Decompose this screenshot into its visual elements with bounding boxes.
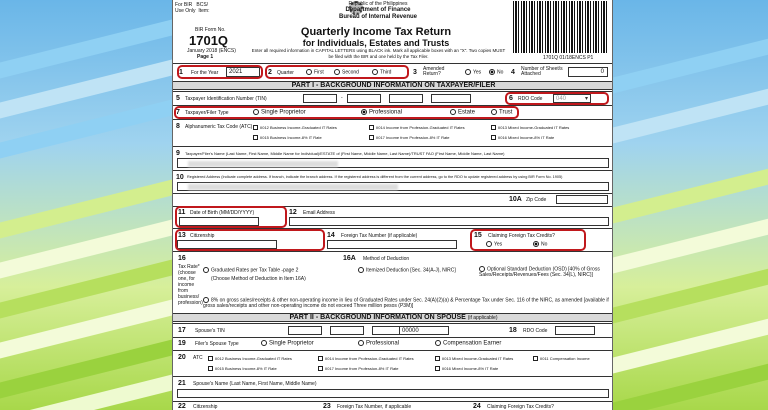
radio-icon [465,69,471,75]
filer-estate-label: Estate [458,109,476,116]
radio-icon [203,267,209,273]
checkbox-icon [318,356,323,361]
radio-icon [479,266,485,272]
item-number: 23 [323,403,331,410]
atc-option-1[interactable] [253,125,337,130]
radio-icon [358,267,364,273]
spouse-compensation-radio[interactable] [435,340,501,347]
department-text: Department of Finance [345,7,411,13]
spouse-atc-option-1[interactable] [208,356,292,361]
atc-option-label: II014 Income from Profession-Graduated IT Rates [376,125,465,130]
rate-8-percent-label: 8% on gross sales/receipts & other non-operating income in lieu of Graduated Rates under Sec. 24(A)(2)(a) & Percentage Tax under Sec. 116 of the NIRC, as amended [available if gross sales/receipts and other non-operating income do not exceed Three million pesos (P3M)] [203,297,609,310]
spouse-atc-option-7[interactable] [435,366,498,371]
email-field[interactable] [289,217,609,226]
filer-professional-label: Professional [369,109,403,116]
deduction-itemized-radio[interactable] [358,267,456,273]
tin-label: Taxpayer Identification Number (TIN) [185,96,267,102]
tin-field-1[interactable] [303,94,337,103]
foreign-tax-number-field[interactable] [327,240,457,249]
item-number: 12 [289,209,297,216]
tin-field-3[interactable] [389,94,423,103]
spouse-name-row [173,376,613,400]
deduction-itemized-label: Itemized Deduction [Sec. 34(A-J), NIRC] [366,267,456,274]
spouse-tin-label: Spouse's TIN [195,328,225,334]
item-number: 6 [509,95,513,102]
spouse-type-row [173,337,613,349]
spouse-atc-option-3[interactable] [435,356,513,361]
item-number: 20 [178,354,186,361]
quarter-first-label: First [314,69,324,76]
filer-type-label: Taxpayer/Filer Type [185,110,229,116]
tin-field-4[interactable] [431,94,471,103]
background-decoration-right [593,0,768,410]
radio-icon [358,340,364,346]
checkbox-icon [435,366,440,371]
highlight-year [177,65,263,79]
highlight-citizenship [175,229,325,251]
redacted-name [188,161,338,167]
checkbox-icon [435,356,440,361]
atc-label: Alphanumeric Tax Code (ATC) [185,124,253,130]
checkbox-icon [253,135,258,140]
spouse-atc-option-label: II017 Income from Profession-8% IT Rate [325,366,399,371]
deduction-label: Method of Deduction [363,256,410,262]
item-number: 22 [178,403,186,410]
amended-no-label: No [497,69,504,76]
spouse-atc-option-2[interactable] [318,356,414,361]
radio-icon [435,340,441,346]
amended-no-radio[interactable] [489,69,503,75]
spouse-type-label: Filer's Spouse Type [195,341,239,347]
address-row [173,170,613,192]
item-number: 10A [509,196,522,203]
sheets-field[interactable]: 0 [568,67,608,77]
spouse-tin-field-4[interactable]: 00000 [399,326,449,335]
checkbox-icon [208,356,213,361]
spouse-atc-option-label: II012 Business Income-Graduated IT Rates [215,356,292,361]
spouse-professional-radio[interactable] [358,340,399,347]
spouse-atc-option-label: II011 Compensation Income [540,356,590,361]
checkbox-icon [491,135,496,140]
atc-option-5[interactable] [369,135,450,140]
spouse-atc-option-label: II016 Mixed Income-8% IT Rate [442,366,499,371]
item-number: 5 [176,95,180,102]
form-no-label: BIR Form No. [195,27,226,33]
bir-use-only: For BIR BCS/ Use Only Item: [175,2,210,14]
item-number: 15 [474,232,482,239]
item-number: 21 [178,380,186,387]
deduction-osd-label: Optional Standard Deduction (OSD) [40% of Gross Sales/Receipts/Revenues/Fees (Sec. 34(L), NIRC)] [479,266,600,279]
atc-option-label: II016 Mixed Income-8% IT Rate [498,135,555,140]
item-number: 7 [176,109,180,116]
tax-rate-row [173,251,613,313]
zip-field[interactable] [556,195,608,204]
filer-name-field[interactable] [177,158,609,168]
spouse-tin-field-1[interactable] [288,326,322,335]
dob-label: Date of Birth (MM/DD/YYYY) [190,210,255,216]
radio-icon [261,340,267,346]
spouse-professional-label: Professional [366,340,400,347]
part2-heading-text: PART II - BACKGROUND INFORMATION ON SPOUSE [289,314,466,321]
rate-graduated-radio[interactable] [203,267,298,273]
spouse-foreign-tax-label: Foreign Tax Number, if applicable [337,404,412,410]
foreign-credit-no-label: No [541,241,548,248]
barcode-caption: 1701Q 01/18ENCS P1 [543,55,594,61]
atc-option-label: II015 Business Income-8% IT Rate [260,135,322,140]
rate-graduated-note: (Choose Method of Deduction in Item 16A) [211,276,306,282]
item-number: 16 [178,255,186,262]
filer-single-label: Single Proprietor [261,109,306,116]
atc-option-label: II017 Income from Profession-8% IT Rate [376,135,450,140]
spouse-name-field[interactable] [177,389,609,398]
tin-dash: - [341,95,343,101]
filer-trust-label: Trust [499,109,513,116]
item-number: 18 [509,327,517,334]
address-label: Registered Address (Indicate complete address. If branch, indicate the branch address. If the registered address is different from the current address, go to the RDO to update registered address by using BIR Form No. 1905) [187,175,563,179]
form-title [276,26,476,48]
amended-label: Amended Return? [423,66,445,77]
spouse-atc-option-label: II013 Mixed Income-Graduated IT Rates [442,356,514,361]
rate-8-percent-radio[interactable] [203,297,609,309]
name-label: Taxpayer/Filer's Name (Last Name, First Name, Middle Name for Individual)/ESTATE of (First Name, Middle Name, Last Name)/TRUST FAO (First Name, Middle Name, Last Name) [185,151,505,156]
checkbox-icon [533,356,538,361]
atc-option-2[interactable] [369,125,465,130]
checkbox-icon [369,125,374,130]
checkbox-icon [253,125,258,130]
foreign-credit-label: Claiming Foreign Tax Credits? [488,233,555,239]
address-field[interactable] [177,182,609,191]
name-row [173,146,613,169]
item-number: 9 [176,150,180,157]
background-decoration-left [0,0,175,410]
sheets-label: Number of Sheet/s Attached [521,66,563,77]
bureau-text: Bureau of Internal Revenue [338,14,418,20]
spouse-citizenship-label: Citizenship [193,404,218,410]
form-title-line1: Quarterly Income Tax Return [300,26,452,38]
item-number: 16A [343,255,356,262]
checkbox-icon [491,125,496,130]
chevron-down-icon: ▾ [584,96,588,102]
email-label: Email Address [303,210,335,216]
spouse-rdo-field[interactable] [555,326,595,335]
spouse-atc-option-label: II015 Business Income-8% IT Rate [215,366,277,371]
item-number: 2 [268,69,272,76]
rdo-value: 040 [556,96,567,102]
checkbox-icon [208,366,213,371]
rdo-label: RDO Code [518,96,543,102]
redacted-address [188,184,398,190]
spouse-citizenship-row [173,401,613,410]
part2-heading [173,313,613,322]
highlight-rdo [505,92,609,105]
amended-yes-label: Yes [473,69,482,76]
spouse-rdo-label: RDO Code [523,328,548,334]
spouse-single-label: Single Proprietor [269,340,314,347]
checkbox-icon [369,135,374,140]
item-number: 13 [178,232,186,239]
form-page: Page 1 [197,54,214,60]
quarter-third-label: Third [380,69,392,76]
radio-icon [203,297,209,303]
spouse-tin-row [173,323,613,336]
form-title-line2: for Individuals, Estates and Trusts [302,38,450,48]
item-number: 1 [179,69,183,76]
atc-option-label: II012 Business Income-Graduated IT Rates [260,125,337,130]
quarter-label: Quarter [277,70,294,76]
deduction-osd-radio[interactable] [479,266,612,278]
form-date: January 2018 (ENCS) [187,48,236,54]
spouse-atc-option-4[interactable] [533,356,590,361]
year-field[interactable]: 2021 [226,67,260,77]
quarter-second-label: Second [342,69,359,76]
atc-option-label: II013 Mixed Income-Graduated IT Rates [498,125,570,130]
foreign-credit-yes-label: Yes [494,241,503,248]
atc-row [173,119,613,145]
highlight-quarter [265,65,409,79]
year-label: For the Year [191,70,219,76]
form-no: 1701Q [189,33,229,48]
item-number: 3 [413,69,417,76]
item-number: 4 [511,69,515,76]
item-number: 8 [176,123,180,130]
part1-heading: PART I - BACKGROUND INFORMATION ON TAXPAYER/FILER [173,81,613,90]
item-number: 11 [178,209,186,216]
barcode-icon [513,1,609,53]
spouse-atc-row [173,350,613,375]
highlight-dob [175,206,287,228]
rate-graduated-label: Graduated Rates per Tax Table -page 2 [211,267,299,274]
spouse-tin-field-2[interactable] [330,326,364,335]
radio-selected-icon [489,69,495,75]
bir-form-1701q [172,0,613,410]
spouse-atc-label: ATC [193,355,203,361]
spouse-atc-option-6[interactable] [318,366,399,371]
atc-option-6[interactable] [491,135,554,140]
highlight-foreign-credit [470,229,586,251]
spouse-foreign-credit-label: Claiming Foreign Tax Credits? [487,404,554,410]
item-number: 10 [176,174,184,181]
item-number: 17 [178,327,186,334]
spouse-single-radio[interactable] [261,340,314,347]
spouse-atc-option-5[interactable] [208,366,277,371]
form-instructions: Enter all required information in CAPITAL LETTERS using BLACK ink. Mark all applicable boxes with an "X". Two copies MUST be filed with the BIR and one held by the Tax Filer. [251,48,506,59]
zip-row [173,193,613,205]
spouse-compensation-label: Compensation Earner [443,340,502,347]
checkbox-icon [318,366,323,371]
foreign-tax-number-label: Foreign Tax Number (if applicable) [341,233,418,239]
atc-option-3[interactable] [491,125,569,130]
spouse-name-label: Spouse's Name (Last Name, First Name, Middle Name) [193,381,317,387]
zip-label: Zip Code [526,197,547,203]
tin-field-2[interactable] [347,94,381,103]
citizenship-label: Citizenship [190,233,215,239]
item-number: 19 [178,340,186,347]
item-number: 14 [327,232,335,239]
republic-text: Republic of the Philippines [348,1,408,7]
item-number: 24 [473,403,481,410]
spouse-atc-option-label: II014 Income from Profession-Graduated IT Rates [325,356,414,361]
highlight-filer-type [174,106,519,119]
amended-yes-radio[interactable] [465,69,481,75]
atc-option-4[interactable] [253,135,322,140]
tax-rate-label: Tax Rate* (choose one, for income from business/ profession) [178,264,203,306]
part2-heading-note: (if applicable) [467,315,498,321]
